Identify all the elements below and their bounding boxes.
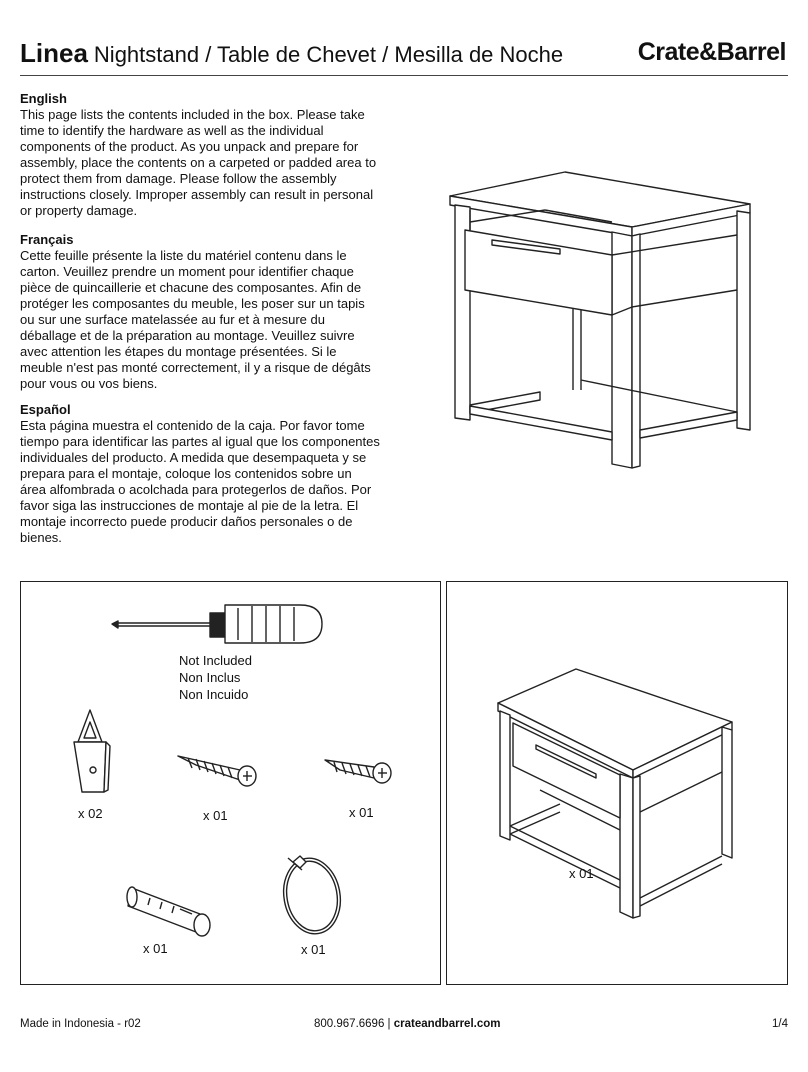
header-divider [20,75,788,76]
product-subtitle: Nightstand / Table de Chevet / Mesilla de Noche [93,42,564,67]
cable-tie-qty: x 01 [301,942,326,957]
wall-anchor-qty: x 01 [143,941,168,956]
not-included-note: Not Included Non Inclus Non Incuido [179,653,252,702]
nightstand-qty: x 01 [569,866,594,881]
section-heading: English [20,91,67,106]
section-french [20,232,380,392]
section-english [20,91,380,219]
long-screw-qty: x 01 [203,808,228,823]
section-text: Esta página muestra el contenido de la caja. Por favor tome tiempo para identificar las partes al igual que los componentes individuales del producto. A medida que desempaqueta y se prepara para el montaje, coloque los contenidos sobre un área alfombrada o acolchada para protegerlos de daños. Por favor siga las instrucciones de montaje al pie de la letra. El montaje incorrecto puede producir daños personales o de bienes. [20,418,380,545]
component-panel [446,581,788,985]
section-spanish [20,402,380,546]
brand-logo: Crate&Barrel [637,38,786,66]
hanger-qty: x 02 [78,806,103,821]
website-link[interactable]: crateandbarrel.com [393,1018,501,1030]
page-title [20,38,563,69]
section-heading: Français [20,232,74,247]
section-heading: Español [20,402,71,417]
made-in: Made in Indonesia - r02 [20,1018,141,1030]
product-name: Linea [20,38,88,68]
short-screw-qty: x 01 [349,805,374,820]
section-text: This page lists the contents included in the box. Please take time to identify the hardware as well as the individual components of the product. As you unpack and prepare for assembly, place the contents on a carpeted or padded area to protect them from damage. Please follow the assembly instructions closely. Improper assembly can result in personal or property damage. [20,107,377,218]
section-text: Cette feuille présente la liste du matériel contenu dans le carton. Veuillez prendre un moment pour identifier chaque pièce de quincaillerie et chacune des composantes. Afin de protéger les composantes du meuble, les poser sur un tapis ou sur une surface matelassée au fur et à mesure du déballage et de la préparation au montage. Veuillez suivre avec attention les étapes du montage présentées. Si le meuble n'est pas monté correctement, il y a risque de dégâts pour vous ou vos biens. [20,248,371,391]
hardware-panel [20,581,441,985]
contact-info [314,1018,500,1030]
phone-number: 800.967.6696 | [314,1018,394,1030]
page-number: 1/4 [772,1018,788,1030]
